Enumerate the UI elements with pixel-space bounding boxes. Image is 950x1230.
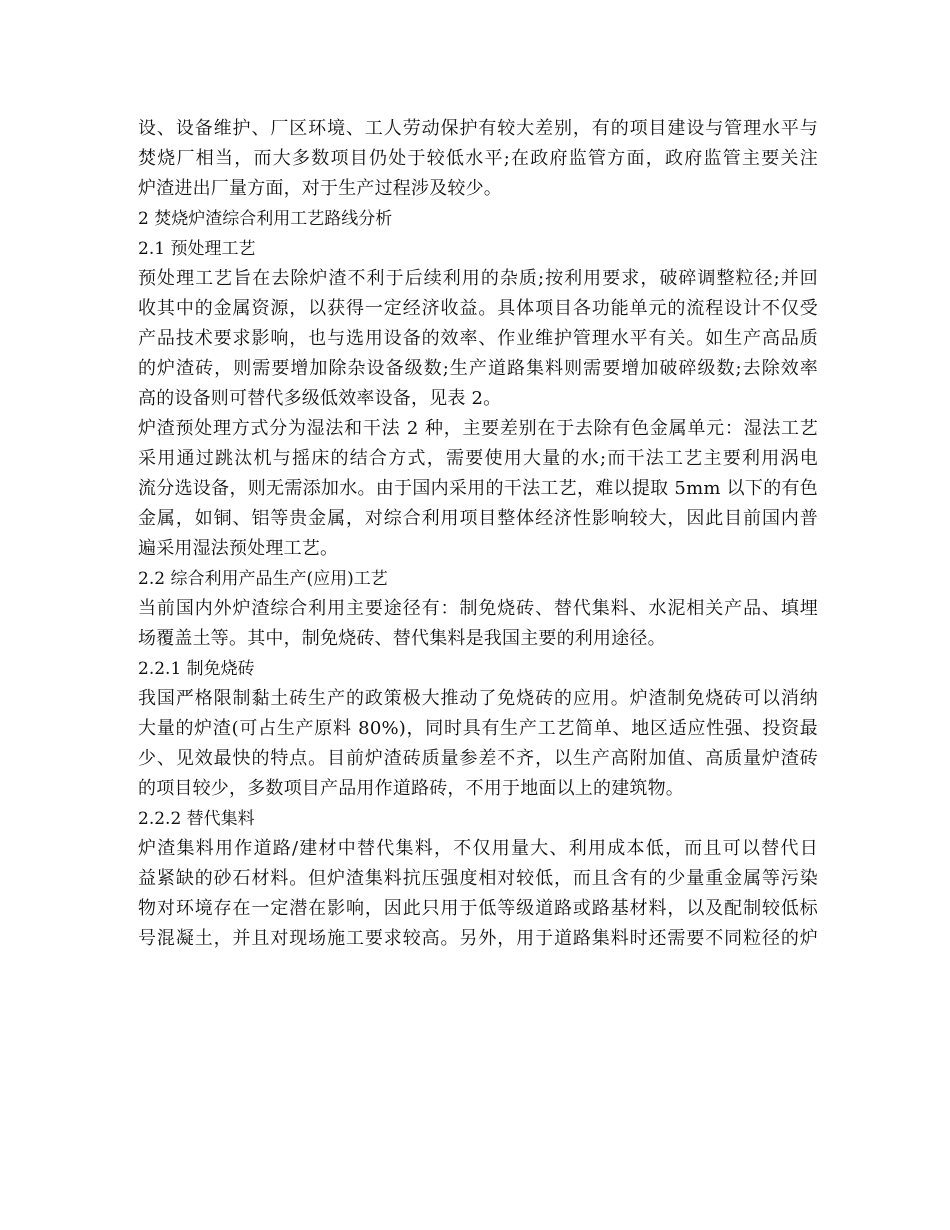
paragraph — [138, 414, 818, 564]
paragraph — [138, 114, 818, 204]
text-line: 流分选设备，则无需添加水。由于国内采用的干法工艺，难以提取 5mm 以下的有色 — [138, 478, 818, 499]
text-line: 少、见效最快的特点。目前炉渣砖质量参差不齐，以生产高附加值、高质量炉渣砖 — [138, 748, 818, 769]
section-heading: 2.2.2 替代集料 — [138, 809, 255, 829]
paragraph — [138, 684, 818, 804]
text-line: 炉渣预处理方式分为湿法和干法 2 种，主要差别在于去除有色金属单元：湿法工艺 — [138, 418, 818, 439]
section-heading: 2.1 预处理工艺 — [138, 239, 256, 259]
text-line: 我国严格限制黏土砖生产的政策极大推动了免烧砖的应用。炉渣制免烧砖可以消纳 — [138, 688, 818, 709]
text-line: 物对环境存在一定潜在影响，因此只用于低等级道路或路基材料，以及配制较低标 — [138, 898, 818, 919]
text-line: 收其中的金属资源，以获得一定经济收益。具体项目各功能单元的流程设计不仅受 — [138, 298, 818, 319]
document-page — [138, 114, 818, 954]
section-heading: 2 焚烧炉渣综合利用工艺路线分析 — [138, 209, 393, 229]
text-line: 的炉渣砖，则需要增加除杂设备级数;生产道路集料则需要增加破碎级数;去除效率 — [138, 358, 818, 379]
text-line: 场覆盖土等。其中，制免烧砖、替代集料是我国主要的利用途径。 — [138, 628, 666, 649]
paragraph — [138, 264, 818, 414]
text-line: 当前国内外炉渣综合利用主要途径有：制免烧砖、替代集料、水泥相关产品、填埋 — [138, 598, 818, 619]
text-line: 采用通过跳汰机与摇床的结合方式，需要使用大量的水;而干法工艺主要利用涡电 — [138, 448, 818, 469]
section-heading: 2.2 综合利用产品生产(应用)工艺 — [138, 569, 388, 589]
text-line: 益紧缺的砂石材料。但炉渣集料抗压强度相对较低，而且含有的少量重金属等污染 — [138, 868, 818, 889]
text-line: 预处理工艺旨在去除炉渣不利于后续利用的杂质;按利用要求，破碎调整粒径;并回 — [138, 268, 818, 289]
text-line: 炉渣集料用作道路/建材中替代集料，不仅用量大、利用成本低，而且可以替代日 — [138, 838, 818, 859]
text-line: 大量的炉渣(可占生产原料 80%)，同时具有生产工艺简单、地区适应性强、投资最 — [138, 718, 818, 739]
section-heading: 2.2.1 制免烧砖 — [138, 659, 255, 679]
text-line: 号混凝土，并且对现场施工要求较高。另外，用于道路集料时还需要不同粒径的炉 — [138, 928, 818, 949]
text-line: 遍采用湿法预处理工艺。 — [138, 538, 339, 559]
text-line: 高的设备则可替代多级低效率设备，见表 2。 — [138, 388, 502, 409]
paragraph — [138, 834, 818, 954]
paragraph — [138, 594, 818, 654]
text-line: 设、设备维护、厂区环境、工人劳动保护有较大差别，有的项目建设与管理水平与 — [138, 118, 818, 139]
text-line: 产品技术要求影响，也与选用设备的效率、作业维护管理水平有关。如生产高品质 — [138, 328, 818, 349]
text-line: 焚烧厂相当，而大多数项目仍处于较低水平;在政府监管方面，政府监管主要关注 — [138, 148, 818, 169]
text-line: 金属，如铜、铝等贵金属，对综合利用项目整体经济性影响较大，因此目前国内普 — [138, 508, 818, 529]
text-line: 的项目较少，多数项目产品用作道路砖，不用于地面以上的建筑物。 — [138, 778, 684, 799]
text-line: 炉渣进出厂量方面，对于生产过程涉及较少。 — [138, 178, 502, 199]
